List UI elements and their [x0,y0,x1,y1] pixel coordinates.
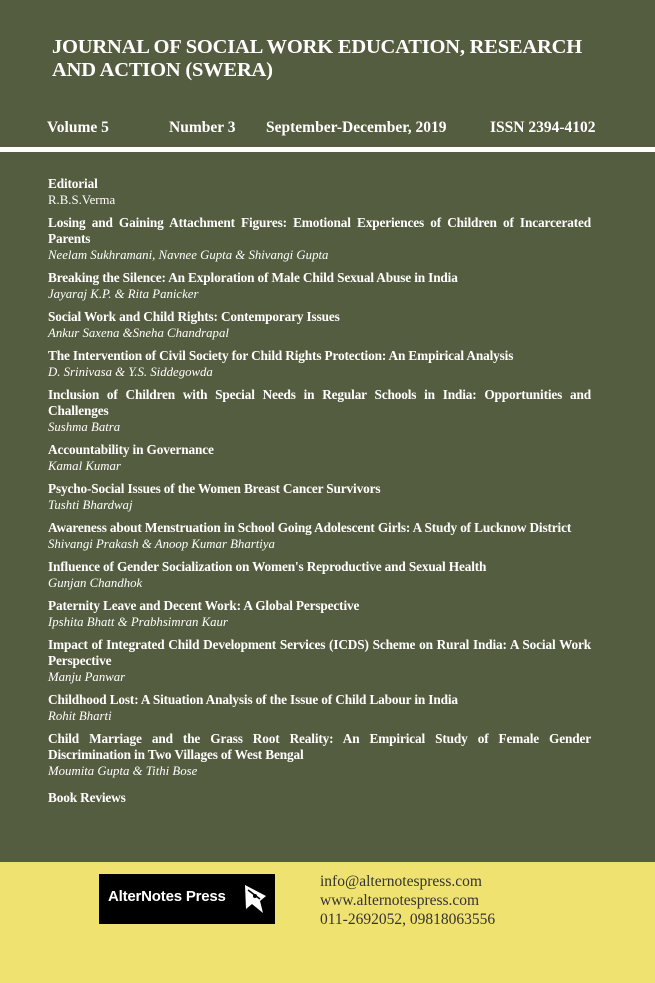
toc-entry-title: Losing and Gaining Attachment Figures: Emotional Experiences of Children of Incarcerated Parents [48,215,591,246]
issue-period: September-December, 2019 [266,119,447,136]
toc-entry-title: Accountability in Governance [48,442,214,457]
toc-entry-author: Sushma Batra [48,420,121,434]
toc-entry [48,442,591,475]
toc-entry-author: Jayaraj K.P. & Rita Panicker [48,287,199,301]
journal-title-line-2: AND ACTION (SWERA) [52,59,273,81]
contact-phone: 011-2692052, 09818063556 [320,911,496,928]
toc-entry-author: Manju Panwar [48,670,126,684]
toc-entry-author: Kamal Kumar [48,459,121,473]
volume-label: Volume 5 [47,119,109,136]
toc-entry-title: The Intervention of Civil Society for Child Rights Protection: An Empirical Analysis [48,348,514,363]
toc-entry-title: Book Reviews [48,790,126,805]
toc-entry [48,731,591,780]
toc-entry-author: Shivangi Prakash & Anoop Kumar Bhartiya [48,537,275,551]
toc-entry-title: Awareness about Menstruation in School Going Adolescent Girls: A Study of Lucknow District [48,520,572,535]
toc-entry-author: Ipshita Bhatt & Prabhsimran Kaur [48,615,228,629]
toc-entry-book-reviews [48,790,591,806]
toc-entry-author: Neelam Sukhramani, Navnee Gupta & Shivangi Gupta [48,248,329,262]
toc-entry-author: R.B.S.Verma [48,193,116,207]
toc-entry-editorial [48,176,591,209]
publisher-logo-text: AlterNotes Press [108,888,226,905]
toc-entry [48,598,591,631]
toc-entry-title: Social Work and Child Rights: Contemporary Issues [48,309,340,324]
toc-entry-author: Ankur Saxena &Sneha Chandrapal [48,326,229,340]
toc-entry-title: Paternity Leave and Decent Work: A Global Perspective [48,598,360,613]
toc-entry [48,348,591,381]
issue-info [0,119,655,139]
journal-title-line-1: JOURNAL OF SOCIAL WORK EDUCATION, RESEARCH [52,36,582,58]
toc-entry-title: Psycho-Social Issues of the Women Breast Cancer Survivors [48,481,381,496]
contact-website[interactable]: www.alternotespress.com [320,892,480,909]
toc-entry [48,387,591,436]
toc-entry-author: Moumita Gupta & Tithi Bose [48,764,198,778]
publisher-footer [0,862,655,983]
toc-entry [48,481,591,514]
toc-entry-title: Inclusion of Children with Special Needs in Regular Schools in India: Opportunities and Challenges [48,387,591,418]
divider-rule [0,147,655,152]
toc-entry [48,309,591,342]
toc-entry [48,270,591,303]
number-label: Number 3 [169,119,236,136]
toc-entry-title: Impact of Integrated Child Development Services (ICDS) Scheme on Rural India: A Social Work Perspective [48,637,591,668]
toc-entry-title: Childhood Lost: A Situation Analysis of the Issue of Child Labour in India [48,692,458,707]
toc-entry-title: Breaking the Silence: An Exploration of Male Child Sexual Abuse in India [48,270,458,285]
toc-entry-title: Influence of Gender Socialization on Women's Reproductive and Sexual Health [48,559,487,574]
toc-entry-author: Tushti Bhardwaj [48,498,133,512]
toc-entry-author: Gunjan Chandhok [48,576,143,590]
toc-entry-author: Rohit Bharti [48,709,112,723]
publisher-logo [99,874,275,924]
toc-entry [48,637,591,686]
pen-nib-icon [239,882,269,916]
toc-entry-title: Child Marriage and the Grass Root Reality: An Empirical Study of Female Gender Discrimination in Two Villages of West Bengal [48,731,591,762]
toc-entry [48,215,591,264]
table-of-contents [48,176,591,812]
toc-entry-author: D. Srinivasa & Y.S. Siddegowda [48,365,213,379]
toc-entry [48,520,591,553]
toc-entry [48,692,591,725]
publisher-contact [320,872,495,929]
journal-title [52,36,622,82]
toc-entry-title: Editorial [48,176,98,191]
contact-email[interactable]: info@alternotespress.com [320,873,482,890]
toc-entry [48,559,591,592]
issn-label: ISSN 2394-4102 [490,119,596,136]
